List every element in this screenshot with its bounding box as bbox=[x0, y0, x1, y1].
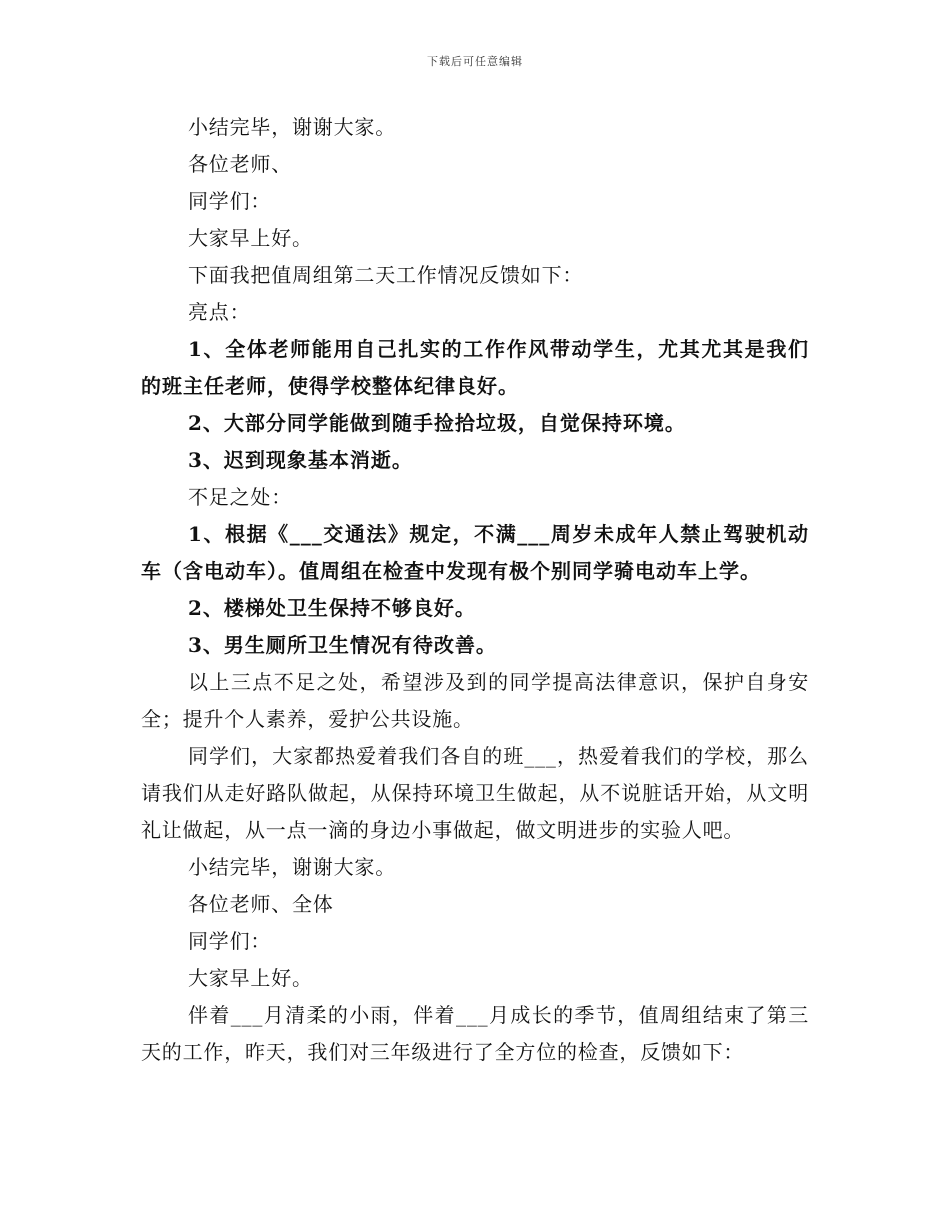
paragraph: 1、全体老师能用自己扎实的工作作风带动学生，尤其尤其是我们的班主任老师，使得学校整体纪律良好。 bbox=[141, 337, 809, 398]
paragraph: 2、大部分同学能做到随手捡拾垃圾，自觉保持环境。 bbox=[188, 411, 686, 435]
paragraph: 伴着___月清柔的小雨，伴着___月成长的季节，值周组结束了第三天的工作，昨天，我们对三年级进行了全方位的检查，反馈如下： bbox=[141, 1003, 809, 1064]
paragraph: 亮点： bbox=[188, 300, 251, 324]
paragraph: 不足之处： bbox=[188, 485, 292, 509]
paragraph: 以上三点不足之处，希望涉及到的同学提高法律意识，保护自身安全；提升个人素养，爱护公共设施。 bbox=[141, 670, 809, 731]
paragraph: 大家早上好。 bbox=[188, 226, 313, 250]
paragraph: 同学们： bbox=[188, 929, 272, 953]
paragraph: 2、楼梯处卫生保持不够良好。 bbox=[188, 596, 476, 620]
document-body bbox=[141, 109, 809, 1071]
paragraph: 同学们： bbox=[188, 189, 272, 213]
paragraph: 大家早上好。 bbox=[188, 966, 313, 990]
paragraph: 3、迟到现象基本消逝。 bbox=[188, 448, 413, 472]
paragraph: 同学们，大家都热爱着我们各自的班___，热爱着我们的学校，那么请我们从走好路队做起，从保持环境卫生做起，从不说脏话开始，从文明礼让做起，从一点一滴的身边小事做起，做文明进步的实验人吧。 bbox=[141, 744, 809, 842]
paragraph: 小结完毕，谢谢大家。 bbox=[188, 855, 396, 879]
paragraph: 3、男生厕所卫生情况有待改善。 bbox=[188, 633, 497, 657]
paragraph: 各位老师、 bbox=[188, 152, 292, 176]
paragraph: 下面我把值周组第二天工作情况反馈如下： bbox=[188, 263, 584, 287]
page-header: 下载后可任意编辑 bbox=[427, 55, 523, 68]
paragraph: 各位老师、全体 bbox=[188, 892, 334, 916]
paragraph: 1、根据《___交通法》规定，不满___周岁未成年人禁止驾驶机动车（含电动车）。值周组在检查中发现有极个别同学骑电动车上学。 bbox=[141, 522, 809, 583]
paragraph: 小结完毕，谢谢大家。 bbox=[188, 115, 396, 139]
